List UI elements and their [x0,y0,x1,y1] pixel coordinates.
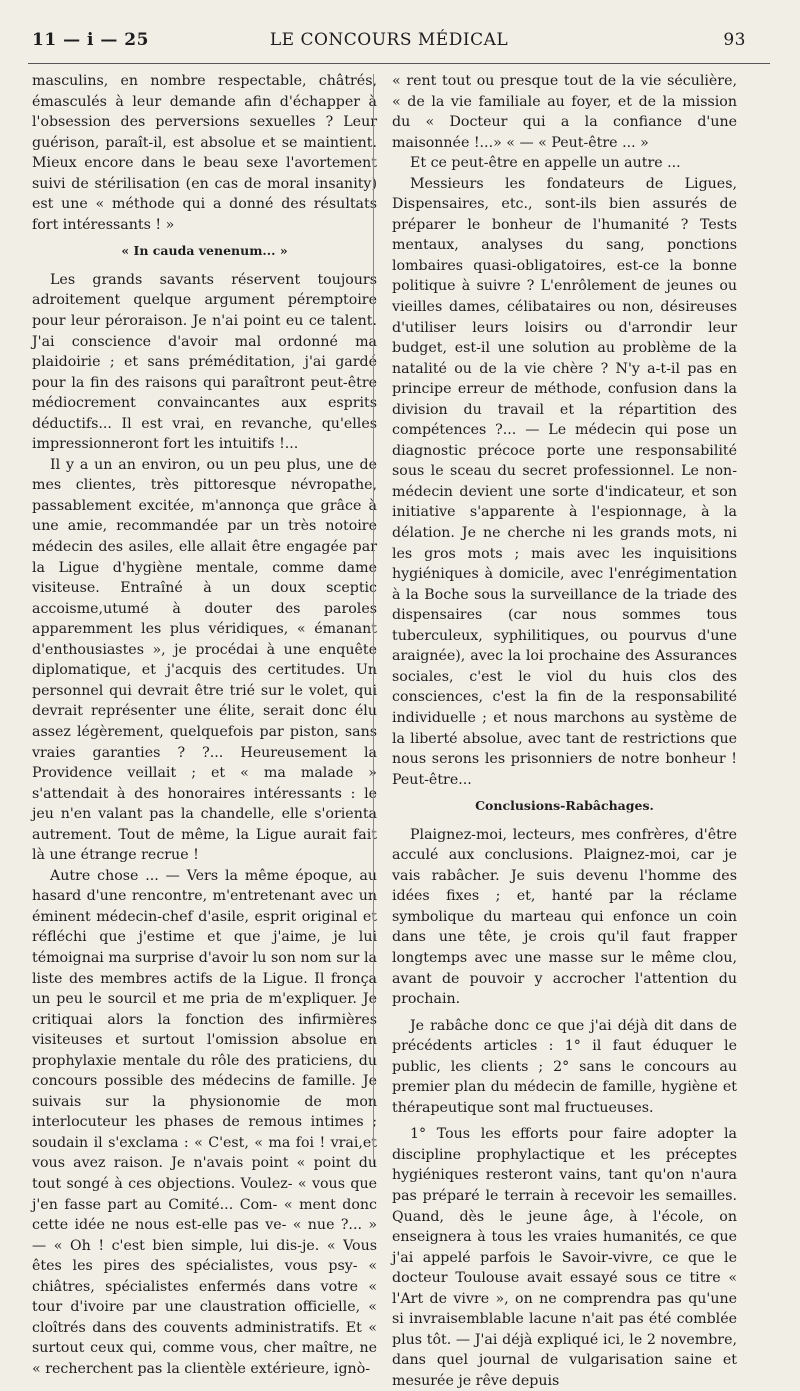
section-heading: « In cauda venenum... » [121,243,288,259]
paragraph: 1° Tous les efforts pour faire adopter la discipline prophylactique et les préceptes hygiéniques resteront vains, tant qu'on n'aura pas préparé le terrain à recevoir les semailles. Quand, dès le jeune âge, à l'école, on enseignera à tous les vraies humanités, ce que j'ai appelé parfois le Savoir-vivre, ce que le docteur Toulouse avait essayé sous ce titre « l'Art de vivre », on ne comprendra pas qu'une si invraisemblable lacune n'ait pas été comblée plus tôt. — J'ai déjà expliqué ici, le 2 novembre, dans quel journal de vulgarisation saine et mesurée je rêve depuis [392,1126,737,1389]
paragraph: Et ce peut-être en appelle un autre ... [410,155,681,172]
paragraph: masculins, en nombre respectable, châtrés, émasculés à leur demande afin d'échapper à l'obsession des perversions sexuelles ? Leur guérison, paraît-il, est absolue et se maintient. Mieux encore dans le beau sexe l'avortement suivi de stérilisation (en cas de moral insanity) est une « méthode qui a donné des résultats fort intéressants ! » [32,73,377,233]
page-number: 93 [723,30,746,50]
header-rule [28,63,770,64]
left-column [32,71,377,1379]
issue-date: 11 — i — 25 [32,30,149,50]
paragraph: Je rabâche donc ce que j'ai déjà dit dans de précédents articles : 1° il faut éduquer le public, les clients ; 2° sans le concours au premier plan du médecin de famille, hygiène et thérapeutique sont mal fructueuses. [392,1017,737,1116]
paragraph: Les grands savants réservent toujours adroitement quelque argument péremptoire pour leur péroraison. Je n'ai point eu ce talent. J'ai conscience d'avoir mal ordonné ma plaidoirie ; et sans préméditation, j'ai gardé pour la fin des raisons qui paraîtront peut-être médiocrement convaincantes aux esprits déductifs... Il est vrai, en revanche, qu'elles impressionneront fort les intuitifs !... [32,271,377,453]
journal-title: LE CONCOURS MÉDICAL [269,30,509,50]
running-header [32,30,746,58]
paragraph: « rent tout ou presque tout de la vie séculière, « de la vie familiale au foyer, et de la mission du « Docteur qui a la confiance d'une maisonnée !...» « — « Peut-être ... » [392,73,737,151]
paragraph: Messieurs les fondateurs de Ligues, Dispensaires, etc., sont-ils bien assurés de préparer le bonheur de l'humanité ? Tests mentaux, analyses du sang, ponctions lombaires quasi-obligatoires, est-ce la bonne politique à suivre ? L'enrôlement de jeunes ou vieilles dames, célibataires ou non, désireuses d'utiliser leurs loisirs ou d'arrondir leur budget, est-il une solution au problème de la natalité ou de la vie chère ? N'y a-t-il pas en principe erreur de méthode, confusion dans la division du travail et la répartition des compétences ?... — Le médecin qui pose un diagnostic précoce porte une responsabilité sous le sceau du secret professionnel. Le non-médecin devient une sorte d'indicateur, et son initiative s'apparente à l'espionnage, à la délation. Je ne cherche ni les grands mots, ni les gros mots ; mais avec les inquisitions hygiéniques à domicile, avec l'enrégimentation à la Boche sous la surveillance de la triade des dispensaires (car nous sommes tous tuberculeux, syphilitiques, ou pourvus d'une araignée), avec la loi prochaine des Assurances sociales, c'est le viol du huis clos des consciences, c'est la fin de la responsabilité individuelle ; et nous marchons au système de la liberté absolue, avec tant de restrictions que nous serons les prisonniers de notre bonheur ! Peut-être... [392,175,737,788]
paragraph: Il y a un an environ, ou un peu plus, une de mes clientes, très pittoresque névropathe, passablement excitée, m'annonça que grâce à une amie, recommandée par un très notoire médecin des asiles, elle allait être engagée par la Ligue d'hygiène mentale, comme dame visiteuse. Entraîné à un doux sceptic accoisme,utumé à douter des paroles apparemment les plus véridiques, « émanant d'enthousiastes », je procédai à une enquête diplomatique, et j'acquis des certitudes. Un personnel qui devrait être trié sur le volet, qui devrait représenter une élite, serait donc élu assez légèrement, quelquefois par piston, sans vraies garanties ? ?... Heureusement la Providence veillait ; et « ma malade » s'attendait à des honoraires intéressants : le jeu n'en valant pas la chandelle, elle s'orienta autrement. Tout de même, la Ligue aurait fait là une étrange recrue ! [32,456,377,864]
section-heading: Conclusions-Rabâchages. [475,798,654,814]
right-column [392,71,737,1391]
paragraph: Autre chose ... — Vers la même époque, au hasard d'une rencontre, m'entretenant avec un éminent médecin-chef d'asile, esprit original et réfléchi que j'estime et que j'aime, je lui témoignai ma surprise d'avoir lu son nom sur la liste des membres actifs de la Ligue. Il fronça un peu le sourcil et me pria de m'expliquer. Je critiquai alors la fonction des infirmières visiteuses et surtout l'omission absolue en prophylaxie mentale du rôle des praticiens, du concours possible des médecins de famille. Je suivais sur la physionomie de mon interlocuteur les phases de remous intimes ; soudain il s'exclama : « C'est, « ma foi ! vrai,et vous avez raison. Je n'avais point « point du tout songé à ces objections. Voulez- « vous que j'en fasse part au Comité... Com- « ment donc cette idée ne nous est-elle pas ve- « nue ?... » — « Oh ! c'est bien simple, lui dis-je. « Vous êtes les pires des spécialistes, vous psy- « chiâtres, spécialistes enfermés dans votre « tour d'ivoire par une claustration officielle, « cloîtrés dans des couvents administratifs. Et « surtout ceux qui, comme vous, cher maître, ne « recherchent pas la clientèle extérieure, ignò- [32,867,377,1377]
column-divider [373,74,374,1164]
paragraph: Plaignez-moi, lecteurs, mes confrères, d'être acculé aux conclusions. Plaignez-moi, car je vais rabâcher. Je suis devenu l'homme des idées fixes ; et, hanté par la réclame symbolique du marteau qui enfonce un coin dans une tête, je crois qu'il faut frapper longtemps avec une masse sur le même clou, avant de pouvoir y accrocher l'attention du prochain. [392,826,737,1008]
